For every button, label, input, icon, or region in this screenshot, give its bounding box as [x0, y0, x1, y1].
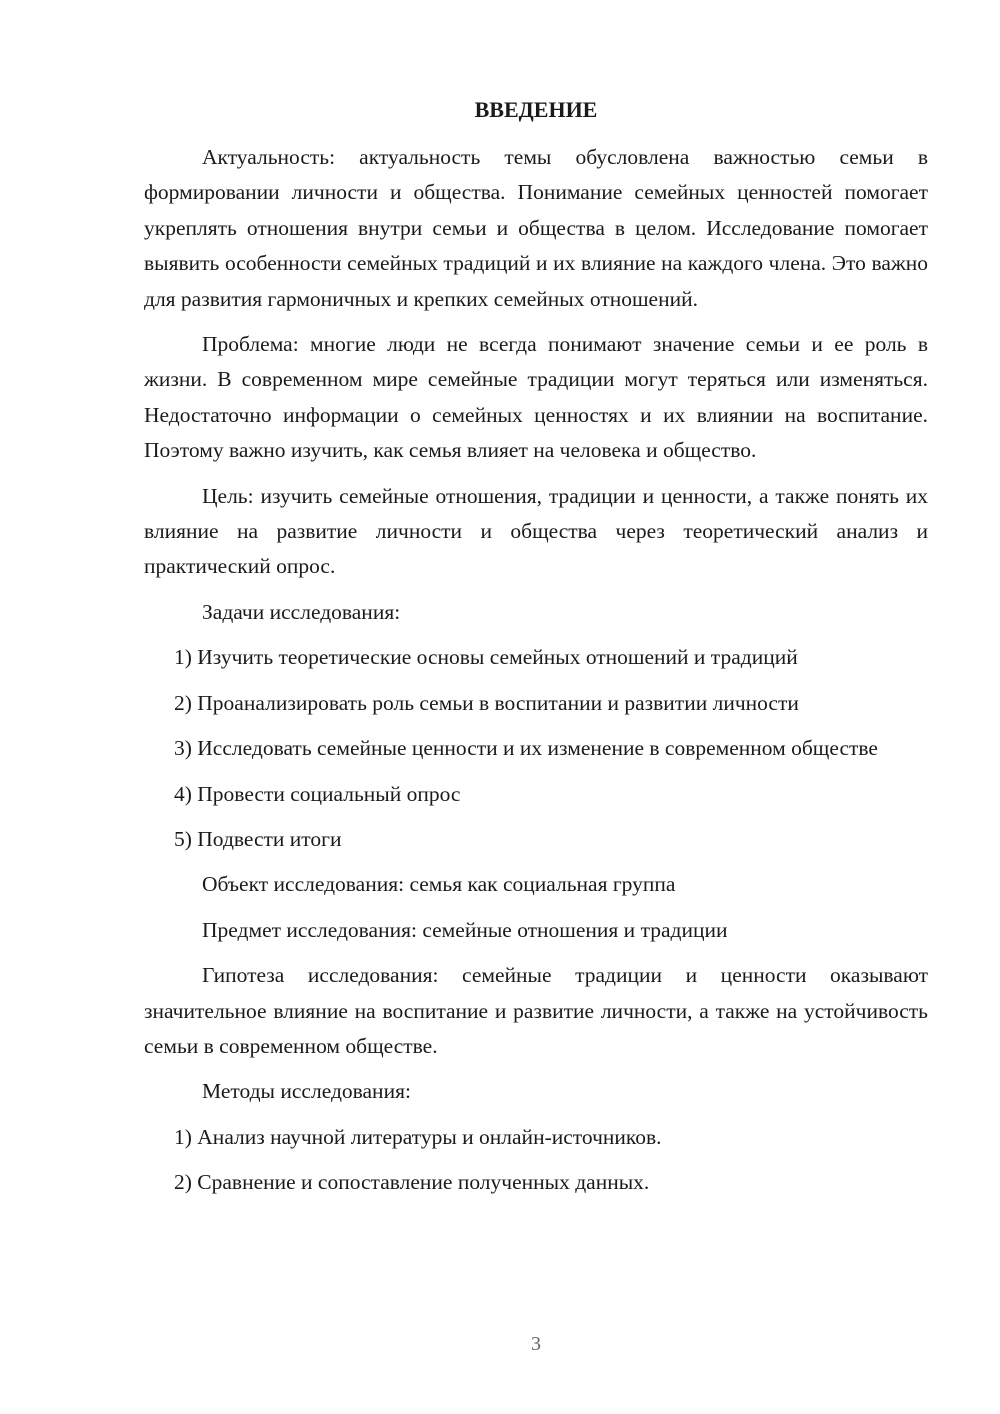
problem-paragraph: Проблема: многие люди не всегда понимают значение семьи и ее роль в жизни. В современном мире семейные традиции могут теряться или изменяться. Недостаточно информации о семейных ценностях и их влиянии на воспитание. Поэтому важно изучить, как семья влияет на человека и общество.: [144, 332, 928, 463]
relevance-paragraph: Актуальность: актуальность темы обусловлена важностью семьи в формировании личности и общества. Понимание семейных ценностей помогает укреплять отношения внутри семьи и общества в целом. Исследование помогает выявить особенности семейных традиций и их влияние на каждого члена. Это важно для развития гармоничных и крепких семейных отношений.: [144, 145, 928, 311]
task-item: 4) Провести социальный опрос: [174, 781, 461, 806]
task-item: 5) Подвести итоги: [174, 826, 342, 851]
goal-paragraph: Цель: изучить семейные отношения, традиции и ценности, а также понять их влияние на развитие личности и общества через теоретический анализ и практический опрос.: [144, 483, 928, 579]
subject-line: Предмет исследования: семейные отношения и традиции: [202, 917, 728, 942]
method-item: 1) Анализ научной литературы и онлайн-источников.: [174, 1124, 662, 1149]
task-item: 2) Проанализировать роль семьи в воспитании и развитии личности: [174, 690, 799, 715]
hypothesis-paragraph: Гипотеза исследования: семейные традиции и ценности оказывают значительное влияние на воспитание и развитие личности, а также на устойчивость семьи в современном обществе.: [144, 963, 928, 1058]
object-line: Объект исследования: семья как социальная группа: [202, 872, 676, 897]
methods-heading: Методы исследования:: [202, 1079, 411, 1104]
method-item: 2) Сравнение и сопоставление полученных данных.: [174, 1170, 650, 1195]
tasks-heading: Задачи исследования:: [202, 599, 401, 624]
task-item: 1) Изучить теоретические основы семейных отношений и традиций: [174, 645, 798, 670]
document-page: [144, 96, 928, 1211]
section-title: ВВЕДЕНИЕ: [474, 97, 598, 122]
page-number: 3: [531, 1333, 541, 1355]
task-item: 3) Исследовать семейные ценности и их изменение в современном обществе: [174, 736, 878, 761]
